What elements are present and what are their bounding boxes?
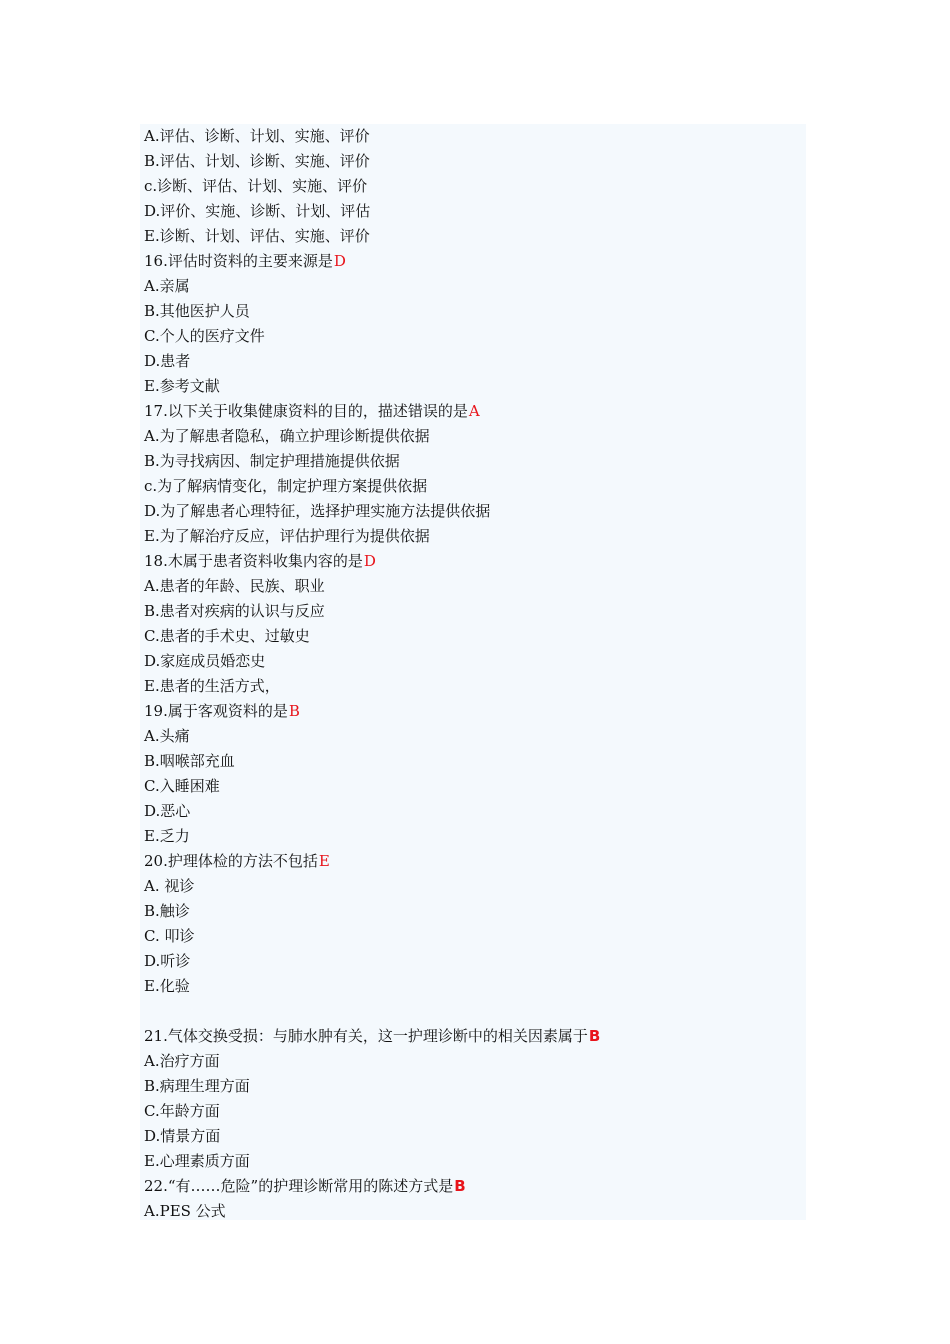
option-line bbox=[144, 1149, 804, 1174]
option-line bbox=[144, 974, 804, 999]
question-line bbox=[144, 249, 804, 274]
option-text: B.患者对疾病的认识与反应 bbox=[144, 602, 325, 620]
option-line bbox=[144, 349, 804, 374]
option-text: E.乏力 bbox=[144, 827, 190, 845]
option-text: E.为了解治疗反应，评估护理行为提供依据 bbox=[144, 527, 430, 545]
question-line bbox=[144, 1024, 804, 1049]
option-text: D.情景方面 bbox=[144, 1127, 221, 1145]
option-text: E.诊断、计划、评估、实施、评价 bbox=[144, 227, 370, 245]
option-text: B.触诊 bbox=[144, 902, 190, 920]
question-line bbox=[144, 1174, 804, 1199]
option-line bbox=[144, 1199, 804, 1224]
option-line bbox=[144, 1049, 804, 1074]
option-line bbox=[144, 324, 804, 349]
answer-key: E bbox=[318, 852, 330, 870]
option-text: E.患者的生活方式， bbox=[144, 677, 280, 695]
answer-key: B bbox=[588, 1027, 601, 1045]
question-line bbox=[144, 549, 804, 574]
option-line bbox=[144, 449, 804, 474]
option-line bbox=[144, 299, 804, 324]
option-text: B.咽喉部充血 bbox=[144, 752, 235, 770]
option-text: B.病理生理方面 bbox=[144, 1077, 250, 1095]
option-text: D.恶心 bbox=[144, 802, 191, 820]
question-text: 22.“有……危险”的护理诊断常用的陈述方式是 bbox=[144, 1177, 454, 1195]
option-line bbox=[144, 199, 804, 224]
option-text: E.化验 bbox=[144, 977, 190, 995]
question-line bbox=[144, 399, 804, 424]
option-text: B.其他医护人员 bbox=[144, 302, 250, 320]
option-text: A.患者的年龄、民族、职业 bbox=[144, 577, 325, 595]
option-line bbox=[144, 1074, 804, 1099]
answer-key: D bbox=[363, 552, 376, 570]
question-list bbox=[144, 124, 804, 1224]
option-line bbox=[144, 774, 804, 799]
option-text: D.为了解患者心理特征，选择护理实施方法提供依据 bbox=[144, 502, 491, 520]
option-text: C.入睡困难 bbox=[144, 777, 220, 795]
option-line bbox=[144, 874, 804, 899]
option-line bbox=[144, 949, 804, 974]
question-text: 20.护理体检的方法不包括 bbox=[144, 852, 318, 870]
option-line bbox=[144, 424, 804, 449]
option-text: C.年龄方面 bbox=[144, 1102, 220, 1120]
blank-line bbox=[144, 999, 804, 1024]
option-line bbox=[144, 724, 804, 749]
question-text: 19.属于客观资料的是 bbox=[144, 702, 288, 720]
question-text: 17.以下关于收集健康资料的目的，描述错误的是 bbox=[144, 402, 468, 420]
option-text: A.头痛 bbox=[144, 727, 190, 745]
option-text: A. 视诊 bbox=[144, 877, 195, 895]
question-line bbox=[144, 849, 804, 874]
option-text: E.心理素质方面 bbox=[144, 1152, 250, 1170]
option-text: A.亲属 bbox=[144, 277, 190, 295]
option-line bbox=[144, 524, 804, 549]
option-line bbox=[144, 574, 804, 599]
answer-key: B bbox=[454, 1177, 466, 1195]
answer-key: A bbox=[468, 402, 480, 420]
option-line bbox=[144, 274, 804, 299]
option-line bbox=[144, 174, 804, 199]
option-line bbox=[144, 649, 804, 674]
option-line bbox=[144, 224, 804, 249]
option-line bbox=[144, 599, 804, 624]
answer-key: B bbox=[288, 702, 300, 720]
option-text: D.听诊 bbox=[144, 952, 191, 970]
option-line bbox=[144, 924, 804, 949]
option-text: C.个人的医疗文件 bbox=[144, 327, 265, 345]
option-text: C. 叩诊 bbox=[144, 927, 195, 945]
question-text: 18.木属于患者资料收集内容的是 bbox=[144, 552, 363, 570]
question-text: 16.评估时资料的主要来源是 bbox=[144, 252, 333, 270]
option-line bbox=[144, 1099, 804, 1124]
option-line bbox=[144, 149, 804, 174]
option-text: E.参考文献 bbox=[144, 377, 220, 395]
option-line bbox=[144, 899, 804, 924]
option-text: D.评价、实施、诊断、计划、评估 bbox=[144, 202, 371, 220]
option-line bbox=[144, 474, 804, 499]
option-text: A.为了解患者隐私，确立护理诊断提供依据 bbox=[144, 427, 430, 445]
option-line bbox=[144, 124, 804, 149]
option-line bbox=[144, 799, 804, 824]
option-line bbox=[144, 499, 804, 524]
option-text: c.为了解病情变化，制定护理方案提供依据 bbox=[144, 477, 428, 495]
option-text: B.评估、计划、诊断、实施、评价 bbox=[144, 152, 370, 170]
option-line bbox=[144, 374, 804, 399]
option-text: B.为寻找病因、制定护理措施提供依据 bbox=[144, 452, 400, 470]
option-line bbox=[144, 824, 804, 849]
option-line bbox=[144, 674, 804, 699]
option-text: D.患者 bbox=[144, 352, 191, 370]
option-text: A.PES 公式 bbox=[144, 1202, 226, 1220]
option-line bbox=[144, 749, 804, 774]
question-text: 21.气体交换受损：与肺水肿有关，这一护理诊断中的相关因素属于 bbox=[144, 1027, 588, 1045]
option-text: C.患者的手术史、过敏史 bbox=[144, 627, 310, 645]
answer-key: D bbox=[333, 252, 346, 270]
option-text: A.治疗方面 bbox=[144, 1052, 220, 1070]
option-text: c.诊断、评估、计划、实施、评价 bbox=[144, 177, 368, 195]
option-text: D.家庭成员婚恋史 bbox=[144, 652, 266, 670]
option-line bbox=[144, 624, 804, 649]
option-text: A.评估、诊断、计划、实施、评价 bbox=[144, 127, 370, 145]
question-line bbox=[144, 699, 804, 724]
option-line bbox=[144, 1124, 804, 1149]
